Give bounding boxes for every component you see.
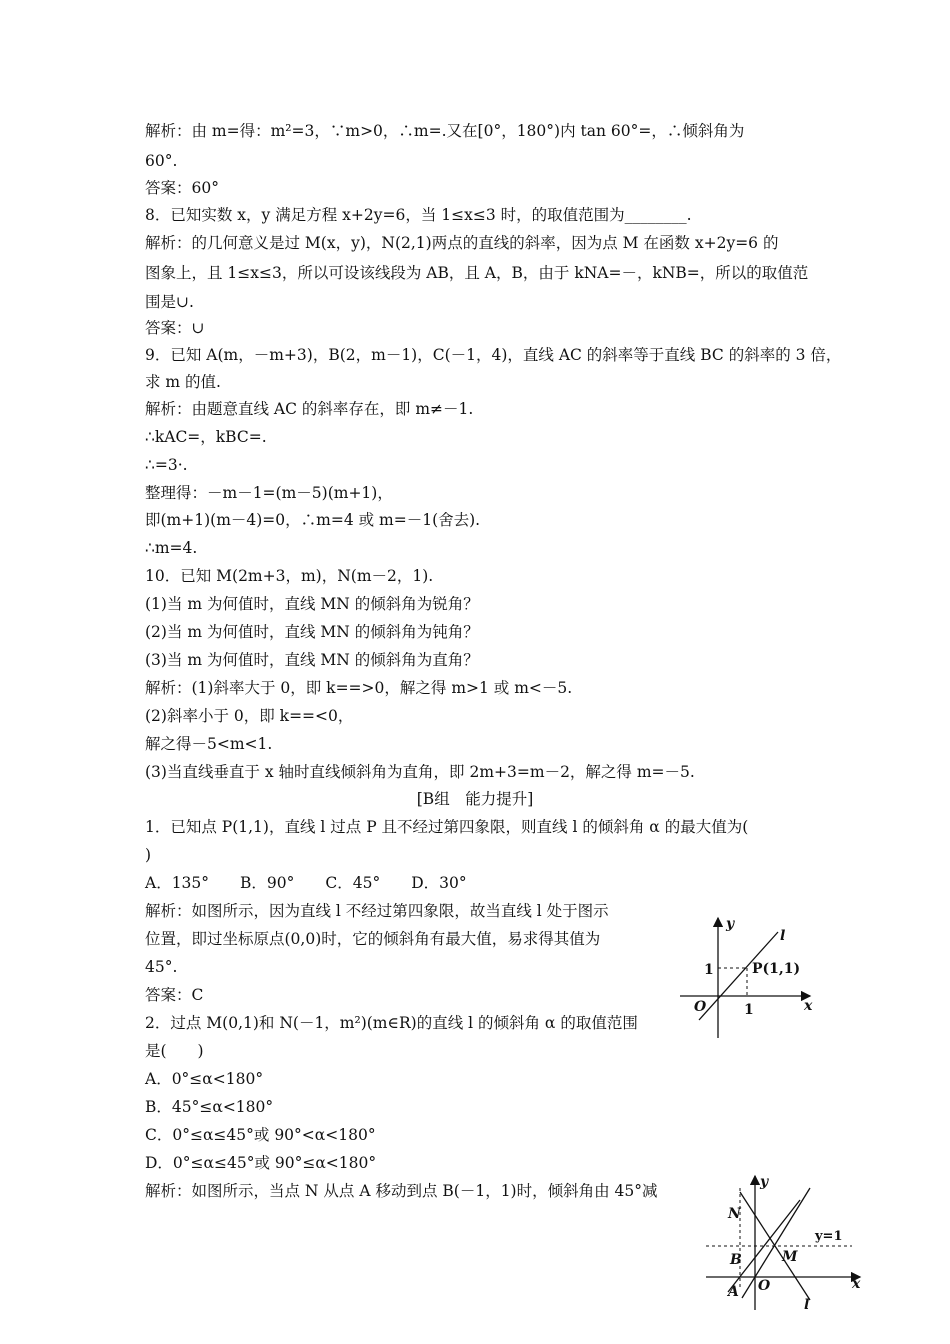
label-one-x: 1 [744, 1002, 754, 1018]
text-line: 围是∪. [145, 293, 194, 311]
label-y-equals-1: y=1 [815, 1229, 843, 1244]
label-x: x [852, 1276, 861, 1292]
text-line: 解析：如图所示，当点 N 从点 A 移动到点 B(－1，1)时，倾斜角由 45°减 [145, 1182, 658, 1200]
text-line: 整理得：－m－1=(m－5)(m+1)， [145, 484, 393, 502]
label-b: B [730, 1252, 742, 1268]
text-line: 60°. [145, 152, 178, 170]
text-line: 图象上，且 1≤x≤3，所以可设该线段为 AB，且 A，B，由于 kNA=－，kNB=，所以的取值范 [145, 264, 809, 282]
text-line: 解析：如图所示，因为直线 l 不经过第四象限，故当直线 l 处于图示 [145, 902, 609, 920]
text-line: 45°. [145, 958, 178, 976]
text-line: ∴m=4. [145, 539, 198, 557]
label-y: y [726, 916, 735, 932]
choice-b: B．45°≤α<180° [145, 1098, 274, 1116]
question-b2: 2．过点 M(0,1)和 N(－1，m²)(m∈R)的直线 l 的倾斜角 α 的取值范围 [145, 1014, 638, 1032]
text-line: (2)斜率小于 0，即 k==<0， [145, 707, 354, 725]
text-line: 即(m+1)(m－4)=0，∴m=4 或 m=－1(舍去). [145, 511, 481, 529]
choice-d: D．0°≤α≤45°或 90°≤α<180° [145, 1154, 377, 1172]
choice-c: C．0°≤α≤45°或 90°<α<180° [145, 1126, 376, 1144]
text-line: 是( ) [145, 1042, 204, 1060]
text-line: ) [145, 846, 152, 864]
text-line: (3)当直线垂直于 x 轴时直线倾斜角为直角，即 2m+3=m－2，解之得 m=－5. [145, 763, 695, 781]
label-n: N [728, 1206, 741, 1222]
label-o: O [758, 1278, 771, 1294]
figure-line-through-p [674, 908, 824, 1043]
text-line: 答案：60° [145, 179, 219, 197]
text-line: (2)当 m 为何值时，直线 MN 的倾斜角为钝角？ [145, 623, 479, 641]
figure-rotating-line [700, 1170, 870, 1314]
text-line: (1)当 m 为何值时，直线 MN 的倾斜角为锐角？ [145, 595, 479, 613]
text-line: 答案：C [145, 986, 204, 1004]
label-x: x [804, 998, 813, 1014]
text-line: ∴=3·. [145, 456, 188, 474]
answer-choices: A．135° B．90° C．45° D．30° [145, 874, 467, 892]
label-a: A [728, 1284, 739, 1300]
section-heading: [B组 能力提升] [416, 790, 534, 808]
label-l: l [780, 928, 786, 944]
label-o: O [694, 999, 707, 1015]
line-through-a [742, 1188, 810, 1298]
text-line: 解析：的几何意义是过 M(x，y)，N(2,1)两点的直线的斜率，因为点 M 在函数 x+2y=6 的 [145, 234, 779, 252]
label-l: l [804, 1297, 810, 1313]
choice-a: A．0°≤α<180° [145, 1070, 264, 1088]
text-line: 解析：由 m=得：m²=3，∵m>0，∴m=.又在[0°，180°)内 tan 60°=，∴倾斜角为 [145, 122, 745, 140]
text-line: 答案：∪ [145, 319, 205, 337]
text-line: 解析：(1)斜率大于 0，即 k==>0，解之得 m>1 或 m<－5. [145, 679, 573, 697]
label-m: M [782, 1249, 798, 1265]
text-line: ∴kAC=，kBC=. [145, 428, 267, 446]
text-line: 求 m 的值. [145, 373, 221, 391]
question-b1: 1．已知点 P(1,1)，直线 l 过点 P 且不经过第四象限，则直线 l 的倾斜角 α 的最大值为( [145, 818, 749, 836]
text-line: 解之得－5<m<1. [145, 735, 273, 753]
label-p: P(1,1) [752, 961, 801, 977]
label-y: y [760, 1174, 769, 1190]
question-9: 9．已知 A(m，－m+3)，B(2，m－1)，C(－1，4)，直线 AC 的斜率等于直线 BC 的斜率的 3 倍， [145, 346, 842, 364]
question-8: 8．已知实数 x，y 满足方程 x+2y=6，当 1≤x≤3 时，的取值范围为________. [145, 206, 692, 224]
question-10: 10．已知 M(2m+3，m)，N(m－2，1). [145, 567, 434, 585]
text-line: (3)当 m 为何值时，直线 MN 的倾斜角为直角？ [145, 651, 479, 669]
text-line: 解析：由题意直线 AC 的斜率存在，即 m≠－1. [145, 400, 474, 418]
label-one-y: 1 [704, 962, 714, 978]
text-line: 位置，即过坐标原点(0,0)时，它的倾斜角有最大值，易求得其值为 [145, 930, 601, 948]
